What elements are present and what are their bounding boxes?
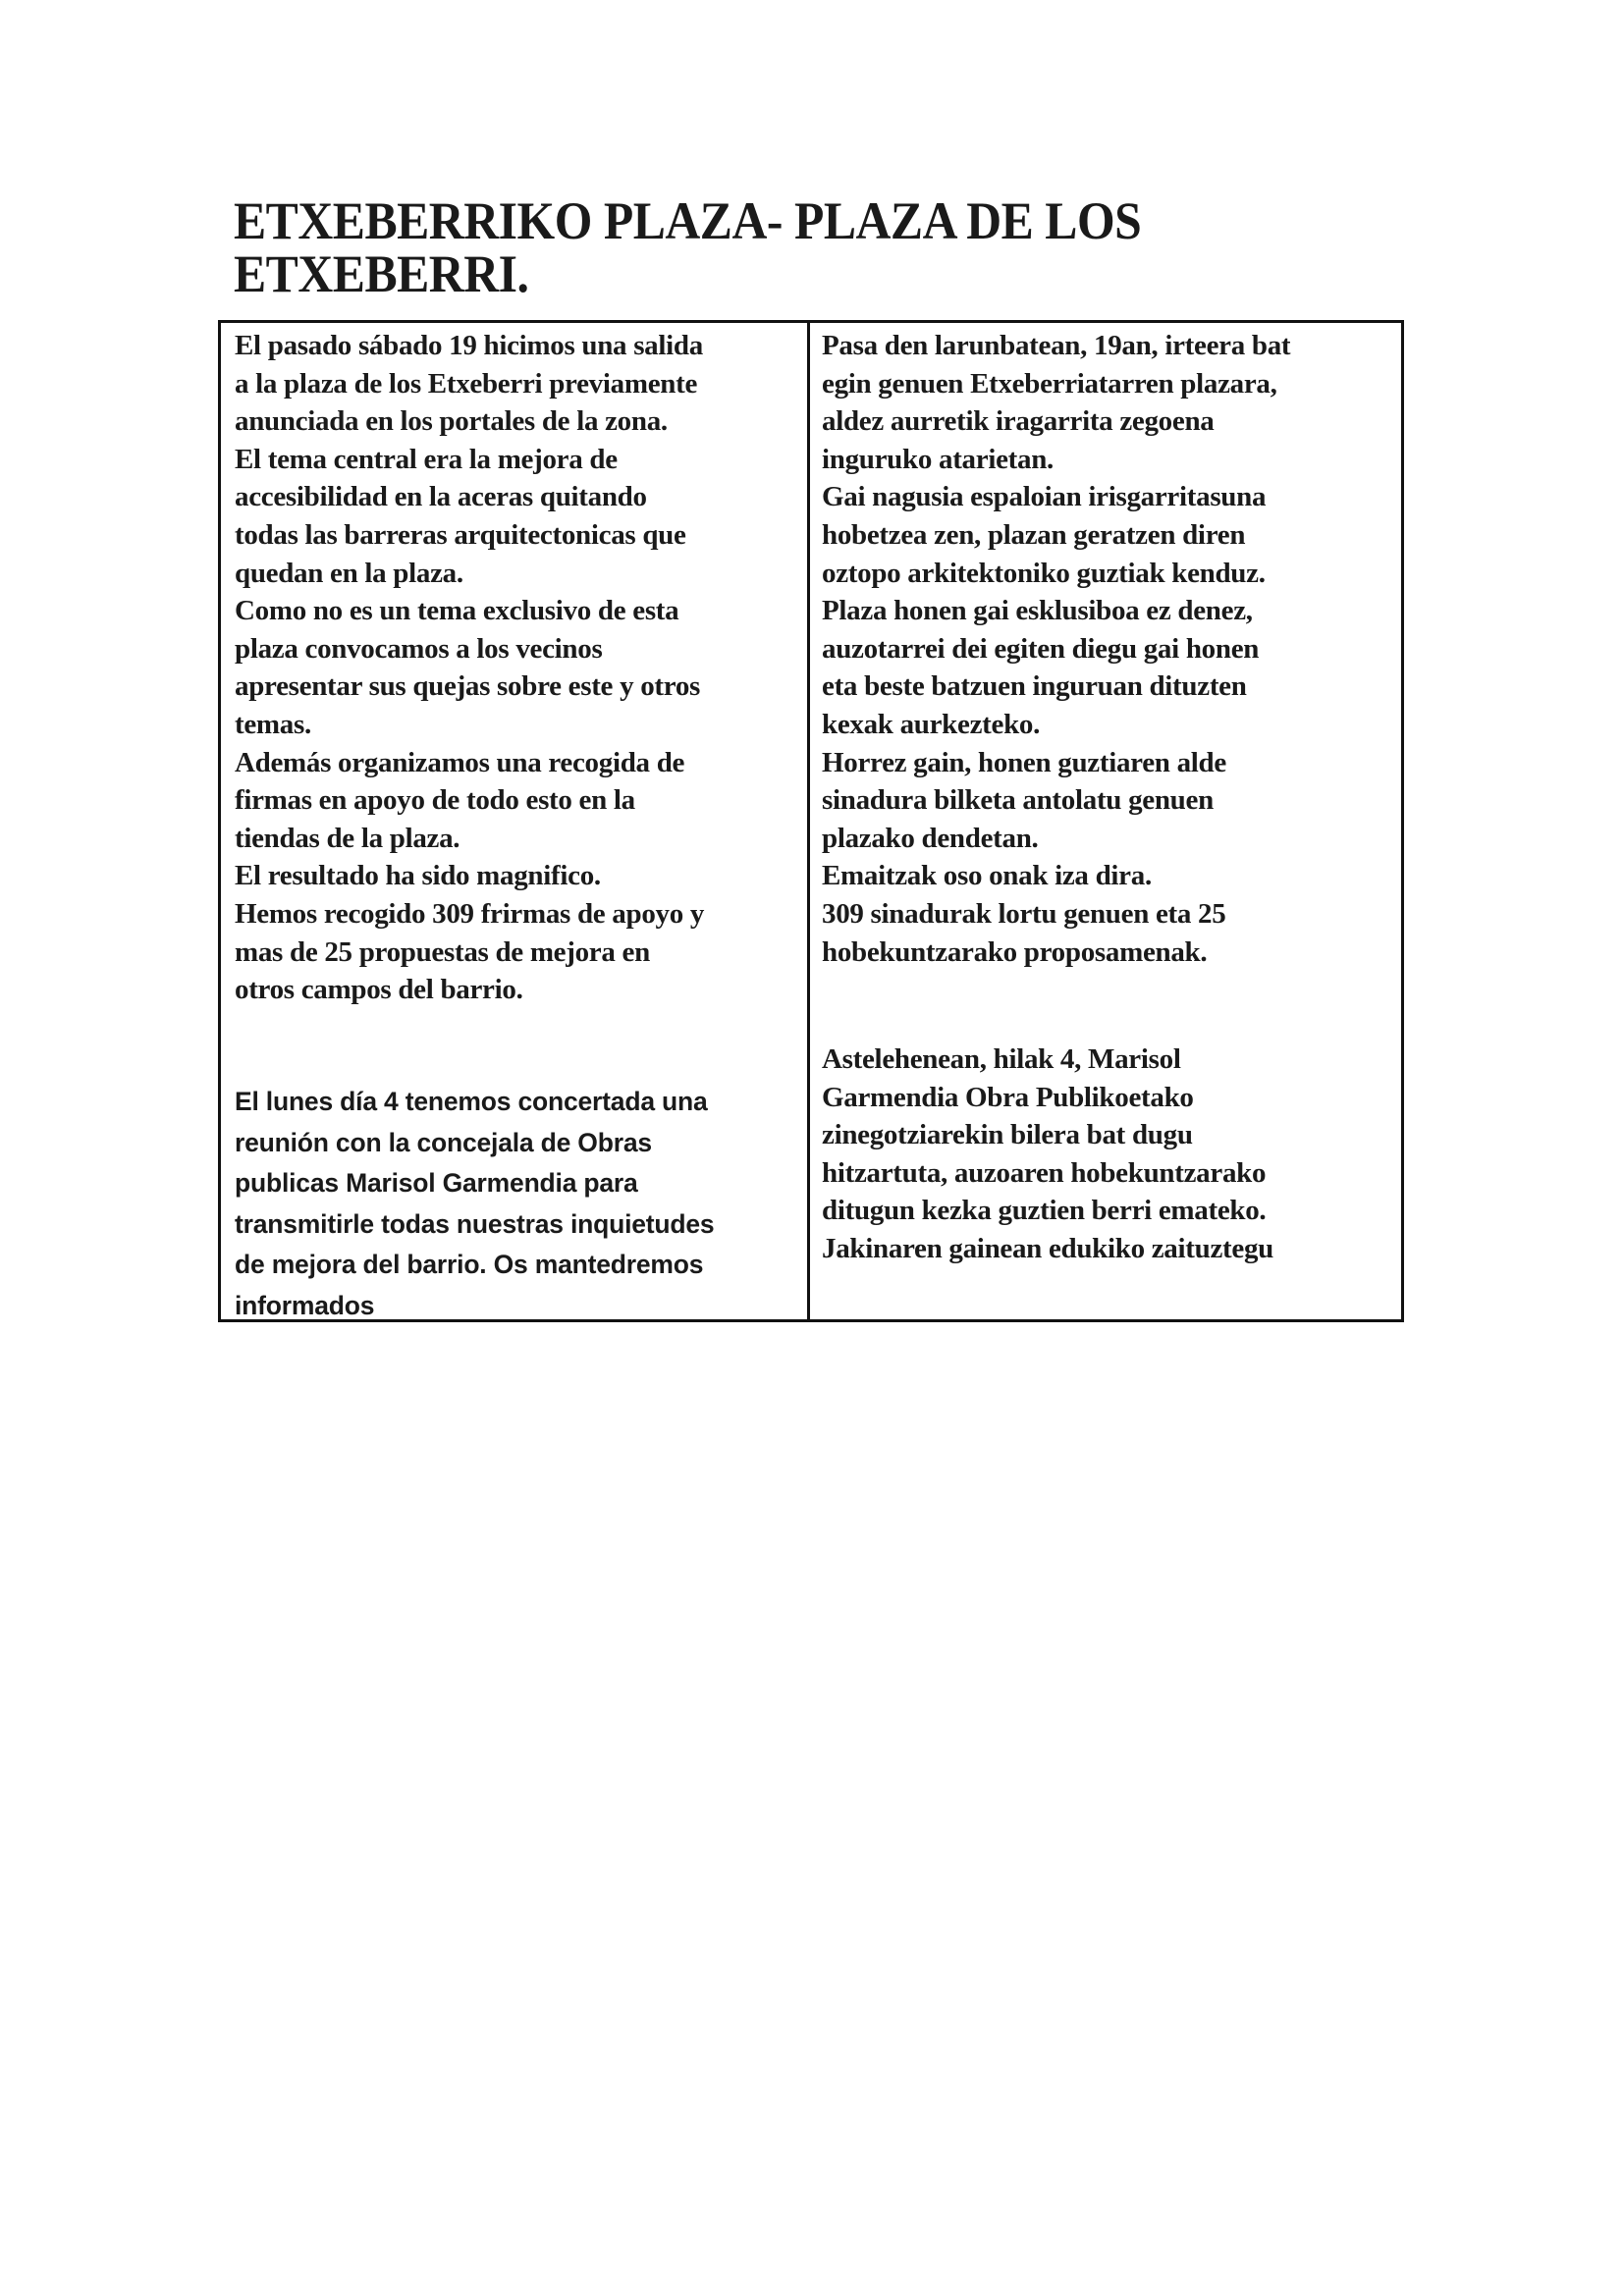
spanish-paragraph-report: El pasado sábado 19 hicimos una salida a la plaza de los Etxeberri previamente anunciada en los portales de la zona. El tema central era la mejora de accesibilidad en la aceras quitando todas las barreras arquitectonicas que quedan en la plaza. Como no es un tema exclusivo de esta plaza convocamos a los vecinos apresentar sus quejas sobre este y otros temas. Además organizamos una recogida de firmas en apoyo de todo esto en la tiendas de la plaza. El resultado ha sido magnifico. Hemos recogido 309 frirmas de apoyo y mas de 25 propuestas de mejora en otros campos del barrio.: [235, 330, 705, 1006]
basque-paragraph-report: Pasa den larunbatean, 19an, irteera bat egin genuen Etxeberriatarren plazara, aldez aurretik iragarrita zegoena inguruko atarietan. Gai nagusia espaloian irisgarritasuna hobetzea zen, plazan geratzen diren oztopo arkitektoniko guztiak kenduz. Plaza honen gai esklusiboa ez denez, auzotarrei dei egiten diegu gai honen eta beste batzuen inguruan dituzten kexak aurkezteko. Horrez gain, honen guztiaren alde sinadura bilketa antolatu genuen plazako dendetan. Emaitzak oso onak iza dira. 309 sinadurak lortu genuen eta 25 hobekuntzarako proposamenak.: [822, 330, 1291, 968]
title-line-2: ETXEBERRI.: [234, 244, 529, 303]
spanish-paragraph-meeting: El lunes día 4 tenemos concertada una reunión con la concejala de Obras publicas Marisol Garmendia para transmitirle todas nuestras inquietudes de mejora del barrio. Os mantedremos informados: [235, 1087, 715, 1320]
basque-paragraph-meeting: Astelehenean, hilak 4, Marisol Garmendia Obra Publikoetako zinegotziarekin bilera bat dugu hitzartuta, auzoaren hobekuntzarako ditugun kezka guztien berri emateko. Jakinaren gainean edukiko zaituztegu: [822, 1043, 1273, 1264]
basque-column: [810, 323, 1401, 1319]
bilingual-table: [218, 320, 1404, 1322]
spanish-column: [221, 323, 810, 1319]
title-line-1: ETXEBERRIKO PLAZA- PLAZA DE LOS: [234, 191, 1142, 250]
document-title: [234, 191, 1363, 303]
